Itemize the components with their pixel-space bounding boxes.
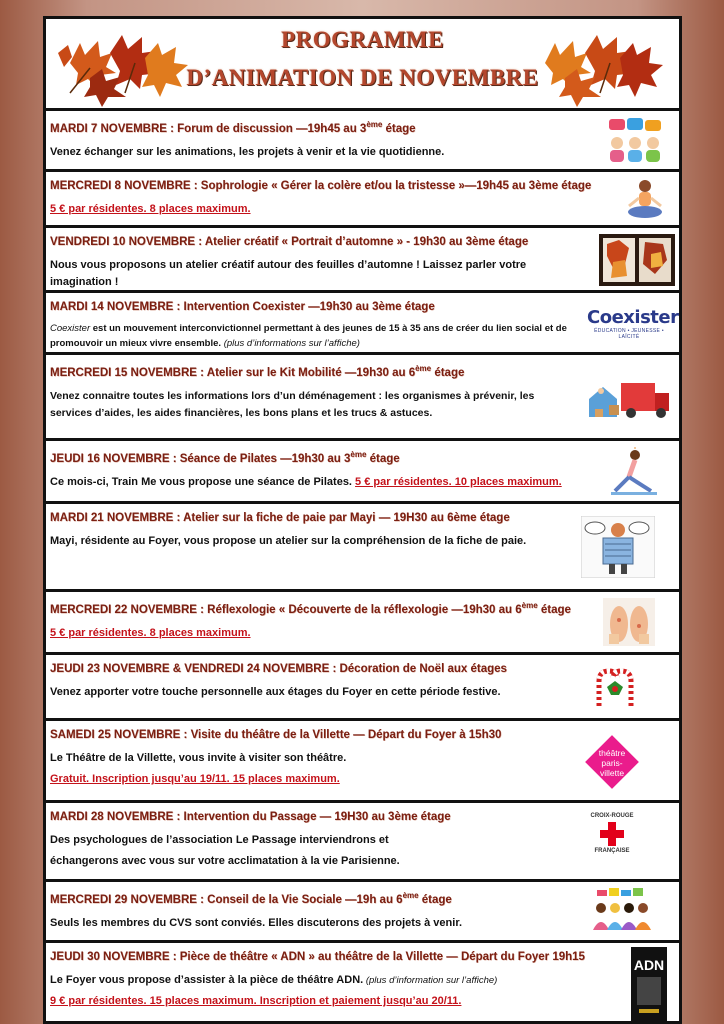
event-nov-8 (46, 169, 679, 225)
event-nov-29 (46, 879, 679, 940)
event-title: MERCREDI 15 NOVEMBRE : Atelier sur le Kit Mobilité —19h30 au 6ème étage (50, 364, 465, 379)
event-description: Venez apporter votre touche personnelle aux étages du Foyer en cette période festive. (50, 686, 501, 698)
event-description: Ce mois-ci, Train Me vous propose une séance de Pilates. 5 € par résidentes. 10 places maximum. (50, 475, 562, 488)
event-price: 5 € par résidentes. 8 places maximum. (50, 626, 251, 639)
coexister-logo-subtitle: ÉDUCATION • JEUNESSE • LAÏCITÉ (594, 328, 664, 340)
coexister-logo (587, 307, 679, 340)
payslip-cartoon-icon (581, 516, 655, 578)
moving-truck-icon (581, 369, 673, 425)
event-description: Des psychologues de l’association Le Passage interviendrons et (50, 834, 389, 846)
event-nov-22 (46, 589, 679, 652)
event-title: MARDI 28 NOVEMBRE : Intervention du Passage — 19H30 au 3ème étage (50, 811, 451, 823)
candy-cane-icon (589, 667, 641, 711)
event-description: Le Théâtre de la Villette, vous invite à visiter son théâtre. (50, 752, 347, 764)
logo-line: villette (599, 768, 625, 778)
page-title: PROGRAMME (281, 27, 444, 52)
event-nov-10 (46, 225, 679, 290)
adn-poster (631, 947, 667, 1021)
event-nov-15 (46, 352, 679, 438)
feet-reflexology-icon (603, 598, 655, 646)
adn-poster-title: ADN (633, 957, 665, 973)
event-title: MERCREDI 8 NOVEMBRE : Sophrologie « Gérer la colère et/ou la tristesse »—19h45 au 3ème étage (50, 180, 592, 192)
pilates-icon (611, 447, 657, 497)
event-title: MERCREDI 22 NOVEMBRE : Réflexologie « Découverte de la réflexologie —19h30 au 6ème étage (50, 601, 571, 616)
theatre-villette-logo (585, 735, 639, 789)
event-description: Seuls les membres du CVS sont conviés. Elles discuterons des projets à venir. (50, 916, 463, 929)
event-title: JEUDI 30 NOVEMBRE : Pièce de théâtre « ADN » au théâtre de la Villette — Départ du Foyer 19h15 (50, 951, 585, 963)
event-price: Gratuit. Inscription jusqu’au 19/11. 15 places maximum. (50, 773, 340, 785)
event-description: Mayi, résidente au Foyer, vous propose un atelier sur la compréhension de la fiche de paie. (50, 535, 527, 547)
event-nov-16 (46, 438, 679, 501)
event-nov-14 (46, 290, 679, 352)
autumn-leaves-icon (525, 23, 675, 107)
red-cross-icon (599, 821, 625, 847)
logo-line: théâtre (598, 748, 626, 758)
event-title: MARDI 14 NOVEMBRE : Intervention Coexister —19h30 au 3ème étage (50, 301, 435, 313)
logo-line: paris- (601, 758, 623, 768)
event-title: SAMEDI 25 NOVEMBRE : Visite du théâtre de la Villette — Départ du Foyer à 15h30 (50, 729, 502, 741)
event-nov-30 (46, 940, 679, 1024)
event-description: Le Foyer vous propose d’assister à la pièce de théâtre ADN. (plus d’information sur l’affiche) (50, 974, 498, 986)
speech-bubbles-icon (607, 117, 665, 163)
event-title: MERCREDI 29 NOVEMBRE : Conseil de la Vie Sociale —19h au 6ème étage (50, 891, 452, 906)
event-title: JEUDI 16 NOVEMBRE : Séance de Pilates —19h30 au 3ème étage (50, 450, 400, 465)
event-nov-23-24 (46, 652, 679, 718)
event-nov-28 (46, 800, 679, 879)
group-people-icon (591, 888, 655, 932)
event-description: Venez connaitre toutes les informations lors d’un déménagement : les organismes à prévenir, les services d’aides, les aides financières, les bons plans et les trucs & astuces. (50, 389, 535, 419)
event-title: VENDREDI 10 NOVEMBRE : Atelier créatif « Portrait d’automne » - 19h30 au 3ème étage (50, 236, 529, 248)
event-price: 9 € par résidentes. 15 places maximum. Inscription et paiement jusqu’au 20/11. (50, 995, 462, 1007)
event-title: MARDI 7 NOVEMBRE : Forum de discussion —19h45 au 3ème étage (50, 120, 416, 135)
red-cross-logo-top: CROIX-ROUGE (590, 813, 634, 819)
event-price: 5 € par résidentes. 8 places maximum. (50, 203, 251, 215)
event-description: Venez échanger sur les animations, les projets à venir et la vie quotidienne. (50, 145, 445, 158)
program-page (43, 16, 682, 1024)
event-description-2: échangerons avec vous sur votre acclimatation à la vie Parisienne. (50, 855, 400, 867)
event-price: 5 € par résidentes. 10 places maximum. (355, 475, 562, 488)
coexister-logo-text: Coexister (587, 307, 679, 328)
red-cross-logo-bottom: FRANÇAISE (594, 848, 630, 854)
event-title: JEUDI 23 NOVEMBRE & VENDREDI 24 NOVEMBRE : Décoration de Noël aux étages (50, 663, 507, 675)
autumn-portrait-icon (599, 234, 675, 286)
event-description: Coexister est un mouvement interconvictionnel permettant à des jeunes de 15 à 35 ans de créer du lien social et de promouvoir un mieux vivre ensemble. (plus d’informations sur l’affiche) (50, 323, 567, 349)
header (46, 19, 679, 108)
event-title: MARDI 21 NOVEMBRE : Atelier sur la fiche de paie par Mayi — 19H30 au 6ème étage (50, 512, 510, 524)
event-description: Nous vous proposons un atelier créatif autour des feuilles d’automne ! Laissez parler votre imagination ! (50, 259, 527, 288)
event-nov-7 (46, 108, 679, 169)
event-nov-21 (46, 501, 679, 589)
meditation-icon (625, 178, 665, 222)
red-cross-logo (585, 813, 639, 867)
page-subtitle: D’ANIMATION DE NOVEMBRE (186, 65, 539, 90)
event-nov-25 (46, 718, 679, 800)
